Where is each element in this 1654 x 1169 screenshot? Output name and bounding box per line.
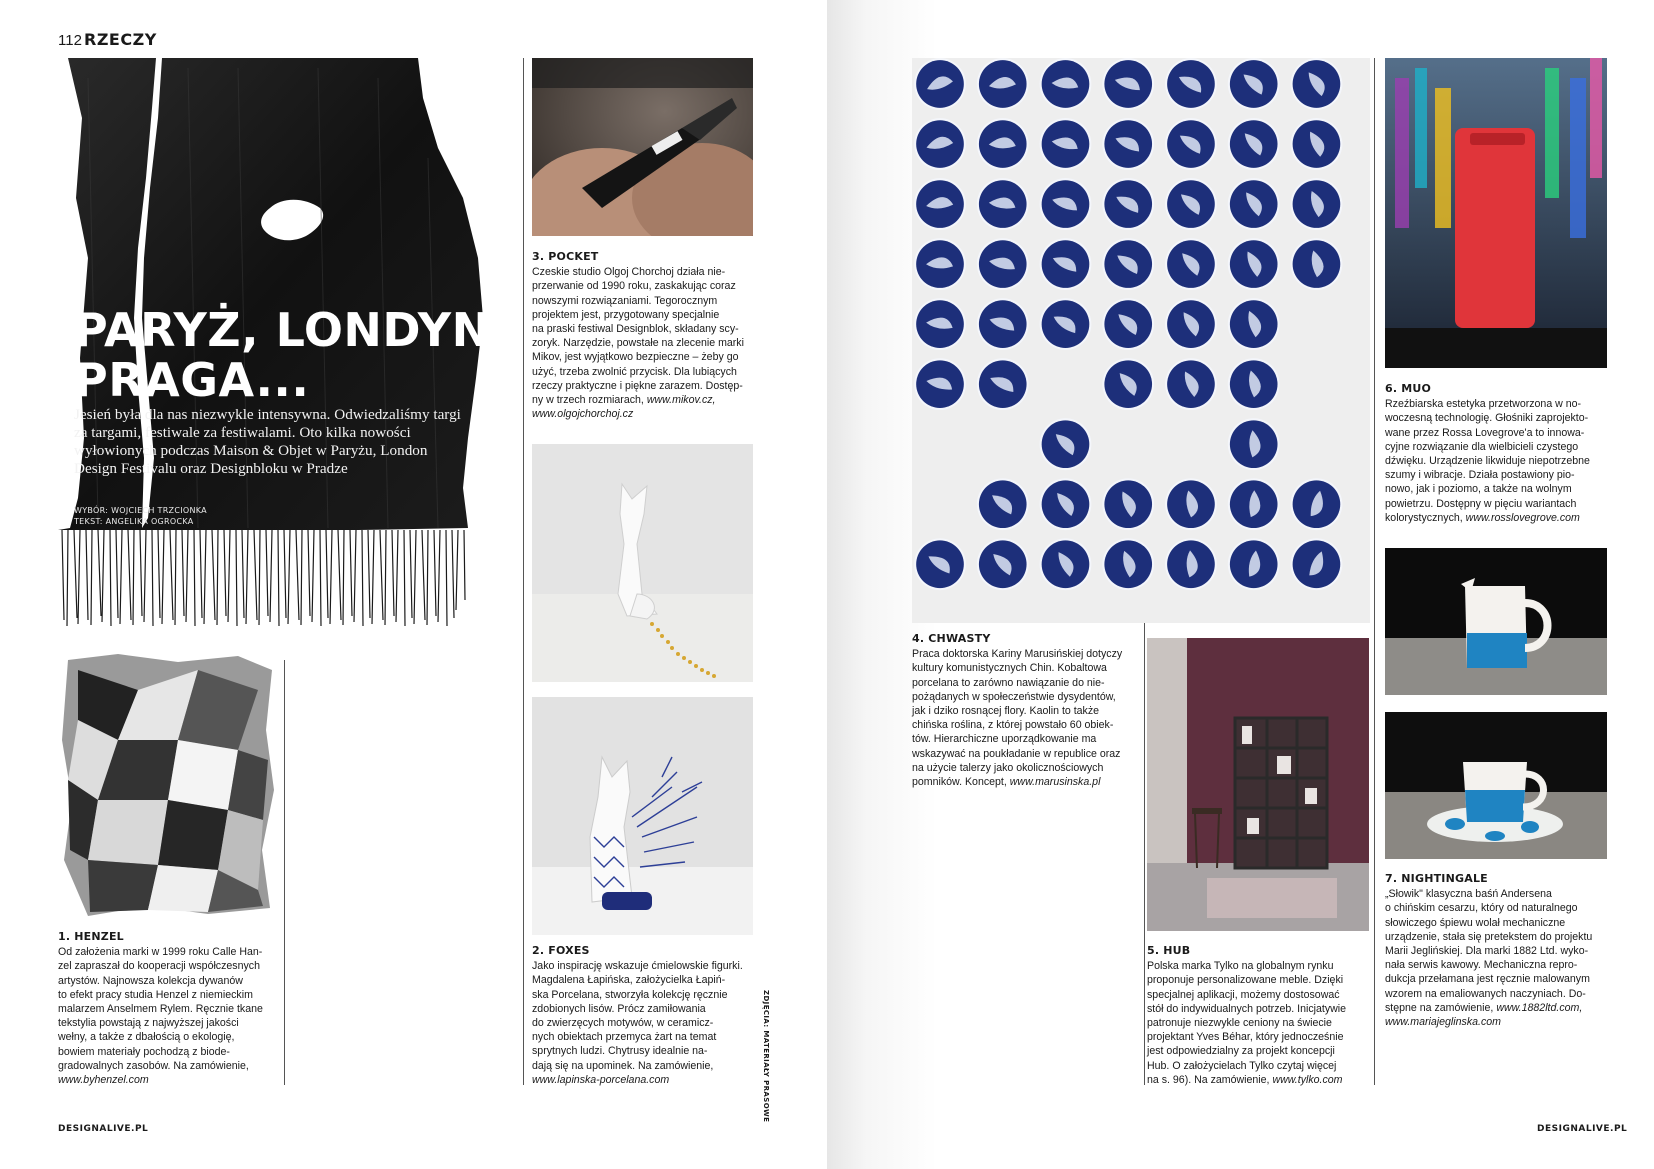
- cobalt-plate: [1228, 58, 1280, 110]
- cobalt-plate: [1040, 58, 1092, 110]
- caption-line: patronuje niezwykle ceniony na świecie: [1147, 1017, 1332, 1030]
- caption-line: na użycie talerzy jako okolicznościowych: [912, 761, 1104, 774]
- cobalt-plate: [1102, 538, 1154, 590]
- caption-line: Rzeźbiarska estetyka przetworzona w no-: [1385, 398, 1582, 411]
- cobalt-plate: [1291, 238, 1343, 290]
- caption-line: jest odpowiedzialny za projekt koncepcji: [1147, 1045, 1335, 1058]
- caption-text: pomników. Koncept,: [912, 776, 1007, 789]
- cobalt-plate: [914, 538, 966, 590]
- cobalt-plate: [914, 238, 966, 290]
- caption-pocket-heading: 3. POCKET: [532, 250, 599, 263]
- cobalt-plate: [977, 538, 1029, 590]
- cobalt-plate: [1165, 538, 1217, 590]
- fox-figurine-gold-photo: [532, 444, 753, 682]
- tylko-link[interactable]: www.tylko.com: [1272, 1073, 1343, 1086]
- caption-line: projektant Yves Béhar, który jednocześnie: [1147, 1031, 1344, 1044]
- footer-site-right: DESIGNALIVE.PL: [1537, 1124, 1628, 1134]
- caption-henzel: [58, 930, 278, 1087]
- cobalt-plate: [1102, 238, 1154, 290]
- caption-line: zoryk. Narzędzie, powstałe na zlecenie marki: [532, 337, 744, 350]
- cobalt-plate: [1291, 178, 1343, 230]
- caption-line: Hub. O założycielach Tylko czytaj więcej: [1147, 1059, 1337, 1072]
- cobalt-plate: [1228, 358, 1280, 410]
- caption-line: „Słowik" klasyczna baśń Andersena: [1385, 888, 1552, 901]
- caption-line: Mikov, jest wyjątkowo bezpieczne – żeby go: [532, 351, 739, 364]
- hero-title-line-1: PARYŻ, LONDYN,: [74, 303, 509, 357]
- cobalt-plate: [977, 238, 1029, 290]
- 1882ltd-link[interactable]: www.1882ltd.com,: [1496, 1001, 1583, 1014]
- column-rule: [523, 58, 524, 1085]
- cobalt-plate: [1291, 58, 1343, 110]
- photo-credit: ZDJĘCIA: MATERIAŁY PRASOWE: [762, 990, 770, 1123]
- hub-shelf-photo: [1147, 638, 1369, 931]
- caption-line: specjalnej aplikacji, możemy dostosować: [1147, 988, 1340, 1001]
- footer-site-left: DESIGNALIVE.PL: [58, 1124, 149, 1134]
- caption-line: nych obiektach przemyca żart na temat: [532, 1031, 717, 1044]
- cobalt-plate: [1228, 418, 1280, 470]
- caption-text: kolorystycznych,: [1385, 511, 1463, 524]
- caption-line: do zwierzęcych motywów, w ceramicz-: [532, 1017, 714, 1030]
- column-rule: [1144, 620, 1145, 1085]
- cobalt-plates-photo: [912, 58, 1370, 623]
- cobalt-plate: [1102, 178, 1154, 230]
- cobalt-plate: [1291, 478, 1343, 530]
- lapinska-link[interactable]: www.lapinska-porcelana.com: [532, 1073, 670, 1086]
- cobalt-plate: [977, 298, 1029, 350]
- mikov-link[interactable]: www.mikov.cz,: [646, 394, 716, 407]
- cobalt-plate: [1040, 118, 1092, 170]
- caption-text: ny w trzech rozmiarach,: [532, 394, 644, 407]
- caption-line: [912, 775, 1142, 789]
- caption-line: szumy i wibracje. Działa postawiony pio-: [1385, 469, 1575, 482]
- caption-line: urządzenie, stała się pretekstem do projektu: [1385, 930, 1593, 943]
- cobalt-plate: [914, 58, 966, 110]
- caption-line: projektem jest, przygotowany specjalnie: [532, 308, 720, 321]
- cobalt-plate: [1102, 358, 1154, 410]
- caption-line: powietrzu. Dostępny w pięciu wariantach: [1385, 497, 1577, 510]
- caption-line: malarzem Anselmem Rylem. Ręcznie tkane: [58, 1003, 263, 1016]
- caption-line: zdobionych lisów. Prócz zamiłowania: [532, 1002, 706, 1015]
- cobalt-plate: [1165, 478, 1217, 530]
- caption-line: to efekt pracy studia Henzel z niemieckim: [58, 988, 253, 1001]
- caption-line: [1147, 1073, 1369, 1087]
- cobalt-plate: [1228, 118, 1280, 170]
- rosslovegrove-link[interactable]: www.rosslovegrove.com: [1465, 511, 1580, 524]
- fox-figurine-blue-photo: [532, 697, 753, 935]
- cobalt-plate: [1102, 58, 1154, 110]
- caption-pocket: [532, 250, 754, 421]
- caption-line: wełny, a także z dbałością o ekologię,: [58, 1031, 235, 1044]
- caption-line: dźwięku. Urządzenie likwiduje niepotrzebne: [1385, 455, 1590, 468]
- caption-line: nowszymi rozwiązaniami. Tegorocznym: [532, 294, 718, 307]
- caption-line: [1385, 1001, 1610, 1015]
- cobalt-plate: [1165, 238, 1217, 290]
- cobalt-plate: [1228, 178, 1280, 230]
- hero-lead: Jesień była dla nas niezwykle intensywna. Odwiedzaliśmy targi za targami, festiwale za festiwalami. Oto kilka nowości wyłowionych podczas Maison & Objet w Paryżu, London Design Festivalu oraz Designbloku w Pradze: [74, 406, 461, 477]
- caption-line: proponuje personalizowane meble. Dzięki: [1147, 974, 1344, 987]
- caption-line: artystów. Najnowsza kolekcja dywanów: [58, 974, 243, 987]
- cobalt-plate: [1102, 478, 1154, 530]
- caption-line: chińska roślina, z której powstało 60 obiek-: [912, 719, 1114, 732]
- muo-speaker-photo: [1385, 58, 1607, 368]
- caption-line: Magdalena Łapińska, założycielka Łapiń-: [532, 974, 726, 987]
- cobalt-plate: [1228, 238, 1280, 290]
- caption-line: Jako inspirację wskazuje ćmielowskie figurki.: [532, 960, 743, 973]
- column-rule: [284, 660, 285, 1085]
- cobalt-plate: [1165, 58, 1217, 110]
- caption-line: Marii Jeglińskiej. Dla marki 1882 Ltd. wyko-: [1385, 945, 1589, 958]
- caption-line: kultury komunistycznych Chin. Kobaltowa: [912, 662, 1107, 675]
- cobalt-plate: [977, 178, 1029, 230]
- caption-text: stępne na zamówienie,: [1385, 1001, 1494, 1014]
- caption-line: rzeczy praktyczne i piękne zarazem. Dostęp-: [532, 379, 743, 392]
- cobalt-plate: [1165, 178, 1217, 230]
- cobalt-plate: [1228, 478, 1280, 530]
- cobalt-plate: [977, 118, 1029, 170]
- page-number: 112: [58, 32, 82, 49]
- caption-hub: [1147, 944, 1369, 1087]
- cobalt-plate: [1228, 298, 1280, 350]
- cobalt-plate: [1165, 118, 1217, 170]
- caption-line: woczesną technologię. Głośniki zaprojekto-: [1385, 412, 1589, 425]
- caption-line: słowiczego śpiewu wolał mechaniczne: [1385, 916, 1566, 929]
- cobalt-plate: [1040, 478, 1092, 530]
- caption-henzel-heading: 1. HENZEL: [58, 930, 124, 943]
- nightingale-jug-photo: [1385, 548, 1607, 695]
- cobalt-plate: [1291, 538, 1343, 590]
- column-rule: [1374, 58, 1375, 1085]
- cobalt-plate: [1040, 418, 1092, 470]
- cobalt-plate: [1291, 118, 1343, 170]
- caption-line: o chińskim cesarzu, który od naturalnego: [1385, 902, 1578, 915]
- cobalt-plate: [1040, 238, 1092, 290]
- cobalt-plate: [914, 298, 966, 350]
- cobalt-plate: [1040, 178, 1092, 230]
- cobalt-plate: [914, 118, 966, 170]
- henzel-link[interactable]: www.byhenzel.com: [58, 1074, 149, 1087]
- credit-selection: WYBÓR: WOJCIECH TRZCIONKA: [74, 506, 207, 515]
- caption-line: pożądanych w społeczeństwie dysydentów,: [912, 690, 1116, 703]
- caption-line: użyć, trzeba zwolnić przycisk. Dla lubiących: [532, 365, 737, 378]
- caption-text: na s. 96). Na zamówienie,: [1147, 1073, 1270, 1086]
- cobalt-plate: [977, 358, 1029, 410]
- credit-text: TEKST: ANGELIKA OGROCKA: [74, 517, 194, 526]
- caption-line: na praski festiwal Designblok, składany scy-: [532, 323, 739, 336]
- cobalt-plate: [1165, 298, 1217, 350]
- cobalt-plate: [977, 58, 1029, 110]
- cobalt-plate: [1040, 538, 1092, 590]
- caption-line: nała serwis kawowy. Mechaniczna repro-: [1385, 959, 1578, 972]
- pocket-knife-photo: [532, 58, 753, 236]
- caption-line: bowiem materiały pochodzą z biode-: [58, 1045, 230, 1058]
- mariajeglinska-link[interactable]: www.mariajeglinska.com: [1385, 1016, 1501, 1029]
- caption-nightingale-heading: 7. NIGHTINGALE: [1385, 872, 1488, 885]
- marusinska-link[interactable]: www.marusinska.pl: [1009, 776, 1101, 789]
- cobalt-plate: [1165, 358, 1217, 410]
- caption-line: [1385, 511, 1610, 525]
- caption-line: cyjne rozwiązanie dla wielbicieli czystego: [1385, 440, 1579, 453]
- caption-line: dają się na upominek. Na zamówienie,: [532, 1059, 714, 1072]
- caption-muo: [1385, 382, 1610, 525]
- caption-line: nowo, jak i poziomo, a także na wolnym: [1385, 483, 1572, 496]
- caption-chwasty-heading: 4. CHWASTY: [912, 632, 991, 645]
- section-title: RZECZY: [84, 30, 157, 49]
- hero-title-line-2: PRAGA...: [74, 353, 310, 407]
- caption-nightingale: [1385, 872, 1610, 1029]
- caption-line: gradowalnych zasobów. Na zamówienie,: [58, 1059, 249, 1072]
- cobalt-plate: [1228, 538, 1280, 590]
- caption-line: porcelana to zarówno nawiązanie do nie-: [912, 676, 1105, 689]
- nightingale-cup-photo: [1385, 712, 1607, 859]
- caption-line: Od założenia marki w 1999 roku Calle Han-: [58, 946, 263, 959]
- caption-line: wskazywać na poukładanie w republice oraz: [912, 747, 1121, 760]
- caption-line: tów. Hierarchiczne uporządkowanie ma: [912, 733, 1097, 746]
- cobalt-plate: [914, 178, 966, 230]
- olgojchorchoj-link[interactable]: www.olgojchorchoj.cz: [532, 408, 634, 421]
- caption-line: wzorem na emaliowanych naczyniach. Do-: [1385, 987, 1586, 1000]
- henzel-foil-photo: [58, 650, 276, 920]
- caption-line: sprytnych ludzi. Chytrusy idealnie na-: [532, 1045, 708, 1058]
- hero-title: [74, 305, 509, 405]
- cobalt-plate: [914, 358, 966, 410]
- caption-line: jak i dziko rosnącej flory. Kaolin to także: [912, 705, 1100, 718]
- caption-line: Praca doktorska Kariny Marusińskiej dotyczy: [912, 648, 1123, 661]
- caption-hub-heading: 5. HUB: [1147, 944, 1191, 957]
- caption-line: dukcja przełamana jest ręcznie malowanym: [1385, 973, 1590, 986]
- caption-muo-heading: 6. MUO: [1385, 382, 1432, 395]
- caption-foxes-heading: 2. FOXES: [532, 944, 590, 957]
- caption-line: zel zapraszał do kooperacji współczesnych: [58, 960, 260, 973]
- caption-line: ska Porcelana, stworzyła kolekcję ręcznie: [532, 988, 728, 1001]
- cobalt-plate: [1040, 298, 1092, 350]
- cobalt-plate: [1102, 298, 1154, 350]
- caption-line: przerwanie od 1990 roku, zaskakując coraz: [532, 280, 736, 293]
- cobalt-plate: [1102, 118, 1154, 170]
- caption-line: [532, 393, 754, 407]
- caption-line: wane przez Rossa Lovegrove'a to innowa-: [1385, 426, 1585, 439]
- caption-line: Czeskie studio Olgoj Chorchoj działa nie-: [532, 266, 726, 279]
- caption-foxes: [532, 944, 757, 1087]
- caption-line: stół do indywidualnych potrzeb. Inicjatywie: [1147, 1002, 1347, 1015]
- caption-chwasty: [912, 632, 1142, 789]
- cobalt-plate: [977, 478, 1029, 530]
- caption-line: Polska marka Tylko na globalnym rynku: [1147, 960, 1334, 973]
- caption-line: tekstylia powstają z najwyższej jakości: [58, 1017, 239, 1030]
